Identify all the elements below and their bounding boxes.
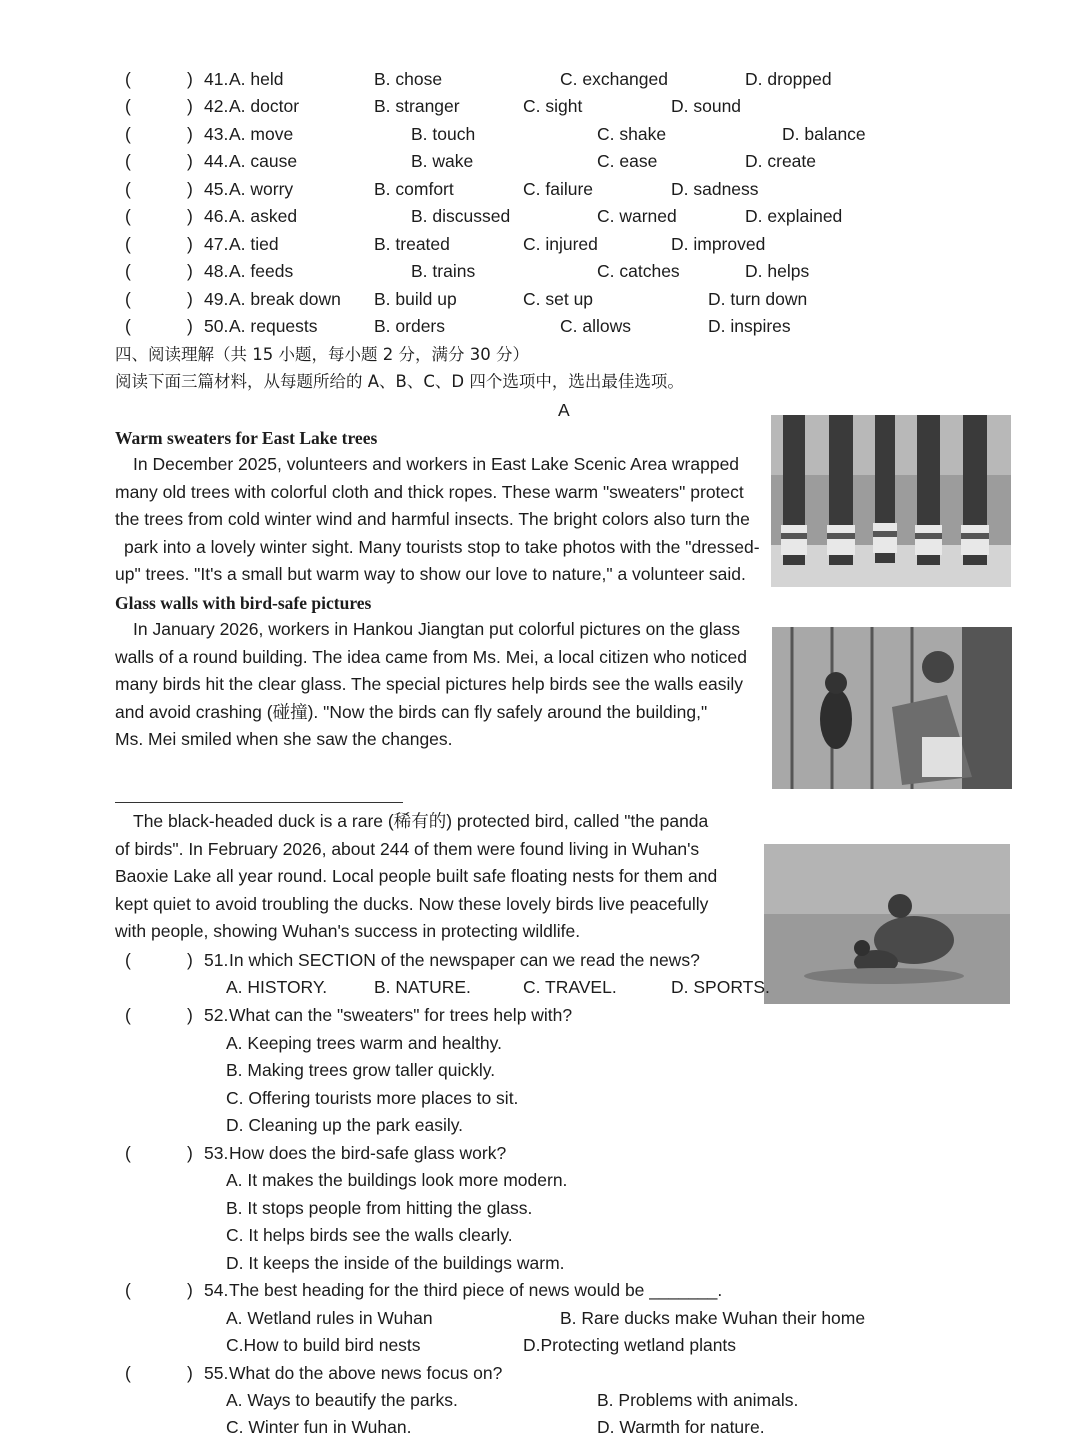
option-a: A. requests: [229, 316, 318, 336]
question-stem-row: [0, 1360, 1080, 1386]
news2-line: and avoid crashing (碰撞). "Now the birds can fly safely around the building,": [115, 701, 708, 722]
answer-option: D. SPORTS.: [671, 977, 770, 997]
news2-line: In January 2026, workers in Hankou Jiangtan put colorful pictures on the glass: [133, 619, 741, 639]
question-number: 44.: [204, 151, 229, 171]
bracket-close: ): [187, 289, 193, 309]
bracket-close: ): [187, 1280, 193, 1300]
option-a: A. doctor: [229, 96, 300, 116]
option-d: D. sound: [671, 96, 742, 116]
glass-wall-workers-photo: [772, 627, 1012, 789]
news3-body: [115, 808, 741, 946]
answer-option: A. HISTORY.: [226, 977, 328, 997]
answer-option: D.Protecting wetland plants: [523, 1335, 737, 1355]
option-b: B. orders: [374, 316, 445, 336]
bracket-close: ): [187, 950, 193, 970]
question-number: 54.: [204, 1280, 229, 1300]
bracket-open: (: [125, 1143, 131, 1163]
bracket-open: (: [125, 261, 131, 281]
bracket-close: ): [187, 179, 193, 199]
news2-line: walls of a round building. The idea came from Ms. Mei, a local citizen who noticed: [115, 646, 747, 667]
option-a: A. cause: [229, 151, 298, 171]
bracket-close: ): [187, 1143, 193, 1163]
question-stem: How does the bird-safe glass work?: [229, 1143, 507, 1163]
option-d: D. inspires: [708, 316, 791, 336]
bracket-open: (: [125, 96, 131, 116]
news3-line: The black-headed duck is a rare (稀有的) protected bird, called "the panda: [133, 811, 709, 831]
news1-line: park into a lovely winter sight. Many tourists stop to take photos with the "dressed-: [124, 536, 760, 557]
answer-option-row: [0, 1414, 1080, 1440]
heading-blank-line: [115, 802, 403, 803]
option-c: C. warned: [597, 206, 677, 226]
bracket-open: (: [125, 234, 131, 254]
question-number: 46.: [204, 206, 229, 226]
question-number: 53.: [204, 1143, 229, 1163]
question-number: 45.: [204, 179, 229, 199]
option-a: A. worry: [229, 179, 294, 199]
answer-option: B. Making trees grow taller quickly.: [226, 1060, 496, 1080]
news2-body: [115, 616, 747, 754]
answer-option: B. NATURE.: [374, 977, 471, 997]
bracket-close: ): [187, 261, 193, 281]
option-c: C. catches: [597, 261, 680, 281]
option-b: B. stranger: [374, 96, 460, 116]
cloze-row: [0, 258, 1080, 284]
bracket-close: ): [187, 151, 193, 171]
bracket-close: ): [187, 234, 193, 254]
answer-option-row: [0, 1305, 1080, 1331]
option-a: A. break down: [229, 289, 341, 309]
news1-line: up" trees. "It's a small but warm way to show our love to nature," a volunteer said.: [115, 564, 746, 584]
question-number: 43.: [204, 124, 229, 144]
cloze-row: [0, 93, 1080, 119]
cloze-row: [0, 176, 1080, 202]
question-number: 42.: [204, 96, 229, 116]
answer-option-row: [0, 974, 1080, 1000]
answer-option: C. TRAVEL.: [523, 977, 617, 997]
news2-heading: Glass walls with bird-safe pictures: [115, 593, 372, 613]
bracket-close: ): [187, 206, 193, 226]
news1-body: [115, 451, 760, 589]
option-b: B. touch: [411, 124, 476, 144]
option-a: A. move: [229, 124, 294, 144]
bracket-close: ): [187, 1363, 193, 1383]
bracket-close: ): [187, 96, 193, 116]
option-b: B. chose: [374, 69, 443, 89]
question-number: 48.: [204, 261, 229, 281]
trees-photo-illustration: [771, 415, 1011, 587]
answer-option: C. It helps birds see the walls clearly.: [226, 1225, 513, 1245]
option-a: A. asked: [229, 206, 298, 226]
news1-line: many old trees with colorful cloth and thick ropes. These warm "sweaters" protect: [115, 481, 744, 502]
answer-option: C.How to build bird nests: [226, 1335, 421, 1355]
bracket-open: (: [125, 316, 131, 336]
option-d: D. turn down: [708, 289, 808, 309]
answer-option-row: [0, 1332, 1080, 1358]
option-d: D. explained: [745, 206, 843, 226]
option-b: B. trains: [411, 261, 476, 281]
bracket-open: (: [125, 124, 131, 144]
option-c: C. exchanged: [560, 69, 668, 89]
news3-line: kept quiet to avoid troubling the ducks. Now these lovely birds live peacefully: [115, 893, 709, 914]
answer-option: D. It keeps the inside of the buildings warm.: [226, 1253, 565, 1273]
section-title: 四、阅读理解（共 15 小题，每小题 2 分，满分 30 分）: [115, 345, 529, 364]
option-d: D. dropped: [745, 69, 832, 89]
option-b: B. build up: [374, 289, 457, 309]
bracket-open: (: [125, 179, 131, 199]
cloze-row: [0, 313, 1080, 339]
cloze-row: [0, 121, 1080, 147]
answer-option: C. Offering tourists more places to sit.: [226, 1088, 519, 1108]
cloze-row: [0, 66, 1080, 92]
news3-line: of birds". In February 2026, about 244 of them were found living in Wuhan's: [115, 838, 700, 859]
option-c: C. sight: [523, 96, 583, 116]
option-b: B. treated: [374, 234, 450, 254]
trees-sweaters-photo: [771, 415, 1011, 587]
bracket-close: ): [187, 1005, 193, 1025]
bracket-close: ): [187, 316, 193, 336]
cloze-row: [0, 231, 1080, 257]
answer-option-row: [0, 1030, 1080, 1056]
question-stem: The best heading for the third piece of news would be _______.: [229, 1280, 723, 1300]
answer-option-row: [0, 1167, 1080, 1193]
option-c: C. set up: [523, 289, 594, 309]
question-stem: In which SECTION of the newspaper can we read the news?: [229, 950, 700, 970]
answer-option-row: [0, 1195, 1080, 1221]
option-a: A. tied: [229, 234, 279, 254]
news1-line: In December 2025, volunteers and workers in East Lake Scenic Area wrapped: [133, 454, 740, 474]
bracket-close: ): [187, 69, 193, 89]
cloze-row: [0, 148, 1080, 174]
option-c: C. allows: [560, 316, 631, 336]
answer-option-row: [0, 1387, 1080, 1413]
answer-option: C. Winter fun in Wuhan.: [226, 1417, 412, 1437]
bracket-close: ): [187, 124, 193, 144]
question-number: 55.: [204, 1363, 229, 1383]
option-d: D. helps: [745, 261, 810, 281]
question-number: 50.: [204, 316, 229, 336]
question-stem-row: [0, 1140, 1080, 1166]
question-stem: What can the "sweaters" for trees help with?: [229, 1005, 573, 1025]
answer-option: D. Cleaning up the park easily.: [226, 1115, 464, 1135]
answer-option: A. Wetland rules in Wuhan: [226, 1308, 433, 1328]
option-c: C. ease: [597, 151, 658, 171]
answer-option-row: [0, 1057, 1080, 1083]
news3-line: Baoxie Lake all year round. Local people built safe floating nests for them and: [115, 866, 718, 886]
option-a: A. feeds: [229, 261, 294, 281]
answer-option: A. Ways to beautify the parks.: [226, 1390, 458, 1410]
option-c: C. injured: [523, 234, 598, 254]
answer-option-row: [0, 1250, 1080, 1276]
option-a: A. held: [229, 69, 284, 89]
option-b: B. comfort: [374, 179, 454, 199]
question-number: 52.: [204, 1005, 229, 1025]
news1-line: the trees from cold winter wind and harmful insects. The bright colors also turn the: [115, 509, 750, 529]
answer-option: B. It stops people from hitting the glass.: [226, 1198, 533, 1218]
option-d: D. balance: [782, 124, 866, 144]
option-c: C. failure: [523, 179, 594, 199]
news2-line: many birds hit the clear glass. The special pictures help birds see the walls easily: [115, 674, 744, 694]
answer-option-row: [0, 1112, 1080, 1138]
answer-option-row: [0, 1085, 1080, 1111]
answer-option: B. Rare ducks make Wuhan their home: [560, 1308, 866, 1328]
question-number: 47.: [204, 234, 229, 254]
bracket-open: (: [125, 151, 131, 171]
option-b: B. discussed: [411, 206, 511, 226]
question-number: 41.: [204, 69, 229, 89]
bracket-open: (: [125, 289, 131, 309]
option-c: C. shake: [597, 124, 667, 144]
bracket-open: (: [125, 69, 131, 89]
news2-line: Ms. Mei smiled when she saw the changes.: [115, 729, 453, 749]
passage-label: A: [558, 400, 570, 420]
news3-line: with people, showing Wuhan's success in protecting wildlife.: [115, 921, 581, 941]
glass-photo-illustration: [772, 627, 1012, 789]
bracket-open: (: [125, 1005, 131, 1025]
cloze-row: [0, 286, 1080, 312]
cloze-row: [0, 203, 1080, 229]
option-b: B. wake: [411, 151, 474, 171]
option-d: D. sadness: [671, 179, 759, 199]
question-stem-row: [0, 947, 1080, 973]
question-number: 51.: [204, 950, 229, 970]
question-number: 49.: [204, 289, 229, 309]
answer-option: B. Problems with animals.: [597, 1390, 799, 1410]
answer-option-row: [0, 1222, 1080, 1248]
bracket-open: (: [125, 950, 131, 970]
bracket-open: (: [125, 1363, 131, 1383]
bracket-open: (: [125, 206, 131, 226]
answer-option: A. It makes the buildings look more modern.: [226, 1170, 568, 1190]
news1-heading: Warm sweaters for East Lake trees: [115, 428, 378, 448]
question-stem-row: [0, 1277, 1080, 1303]
section-instruction: 阅读下面三篇材料，从每题所给的 A、B、C、D 四个选项中，选出最佳选项。: [115, 372, 684, 391]
question-stem: What do the above news focus on?: [229, 1363, 503, 1383]
bracket-open: (: [125, 1280, 131, 1300]
option-d: D. create: [745, 151, 816, 171]
option-d: D. improved: [671, 234, 766, 254]
question-stem-row: [0, 1002, 1080, 1028]
answer-option: A. Keeping trees warm and healthy.: [226, 1033, 502, 1053]
answer-option: D. Warmth for nature.: [597, 1417, 765, 1437]
